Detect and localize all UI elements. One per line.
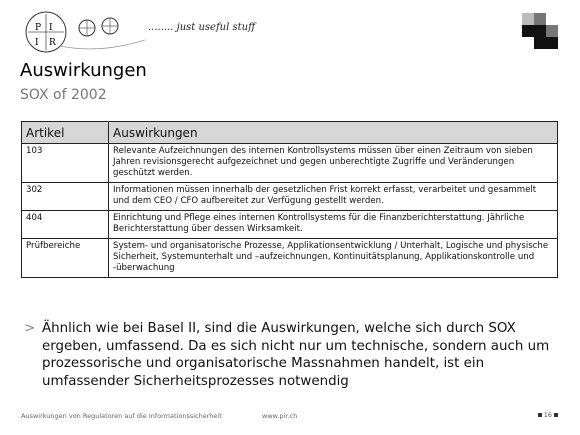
corner-square [546, 37, 558, 49]
logo-letter-i1: I [49, 23, 53, 33]
header-auswirkungen: Auswirkungen [109, 122, 558, 144]
header-artikel: Artikel [22, 122, 109, 144]
row-artikel: 103 [22, 144, 109, 183]
row-auswirkung: Einrichtung und Pflege eines internen Kontrollsystems für die Finanzberichterstattung. Jährliche Berichterstattung über dessen Wirksamkeit. [109, 211, 558, 239]
sox-articles-table [21, 121, 558, 278]
corner-square [534, 37, 546, 49]
page-square-icon [554, 413, 558, 417]
row-auswirkung: Informationen müssen innerhalb der gesetzlichen Frist korrekt erfasst, verarbeitet und gesammelt und dem CEO / CFO aufbereitet zur Verfügung gestellt werden. [109, 183, 558, 211]
table-row [22, 144, 558, 183]
bullet-marker: > [24, 321, 36, 336]
row-auswirkung: System- und organisatorische Prozesse, Applikationsentwicklung / Unterhalt, Logische und physische Sicherheit, Systemunterhalt und –aufzeichnungen, Kontinuitätsplanung, Applikationskontrolle und -überwachung [109, 239, 558, 278]
logo-letter-i2: I [35, 38, 39, 48]
page-number: 16 [543, 411, 552, 419]
bullet-text: Ähnlich wie bei Basel II, sind die Auswirkungen, welche sich durch SOX ergeben, umfassend. Da es sich nicht nur um technische, sondern auch um prozessorische und organisatorische Massnahmen handelt, ist ein umfassender Sicherheitsprozesses notwendig [42, 321, 550, 389]
table-header-row [22, 122, 558, 144]
row-artikel: 404 [22, 211, 109, 239]
table-row [22, 239, 558, 278]
logo-letter-r: R [49, 38, 56, 48]
footer-page-number [536, 411, 560, 419]
slide-title: Auswirkungen [20, 60, 147, 81]
corner-square [522, 25, 546, 37]
page-square-icon [538, 413, 542, 417]
corner-square [522, 13, 534, 25]
footer-title: Auswirkungen von Regulatoren auf die Informationssicherheit [21, 412, 222, 420]
pir-logo [20, 6, 165, 58]
corner-squares-decoration [522, 13, 562, 53]
row-artikel: 302 [22, 183, 109, 211]
table-row [22, 211, 558, 239]
corner-square [546, 25, 558, 37]
row-auswirkung: Relevante Aufzeichnungen des internen Kontrollsystems müssen über einen Zeitraum von sieben Jahren revisionsgerecht aufgezeichnet und gegen unberechtigte Zugriffe und Veränderungen geschützt werden. [109, 144, 558, 183]
tagline: ........ just useful stuff [148, 22, 256, 33]
corner-square [534, 13, 546, 25]
footer-url: www.pir.ch [262, 412, 298, 420]
table-row [22, 183, 558, 211]
slide-subtitle: SOX of 2002 [20, 87, 107, 103]
summary-bullet [24, 320, 559, 390]
row-artikel: Prüfbereiche [22, 239, 109, 278]
logo-letter-p: P [35, 23, 42, 33]
